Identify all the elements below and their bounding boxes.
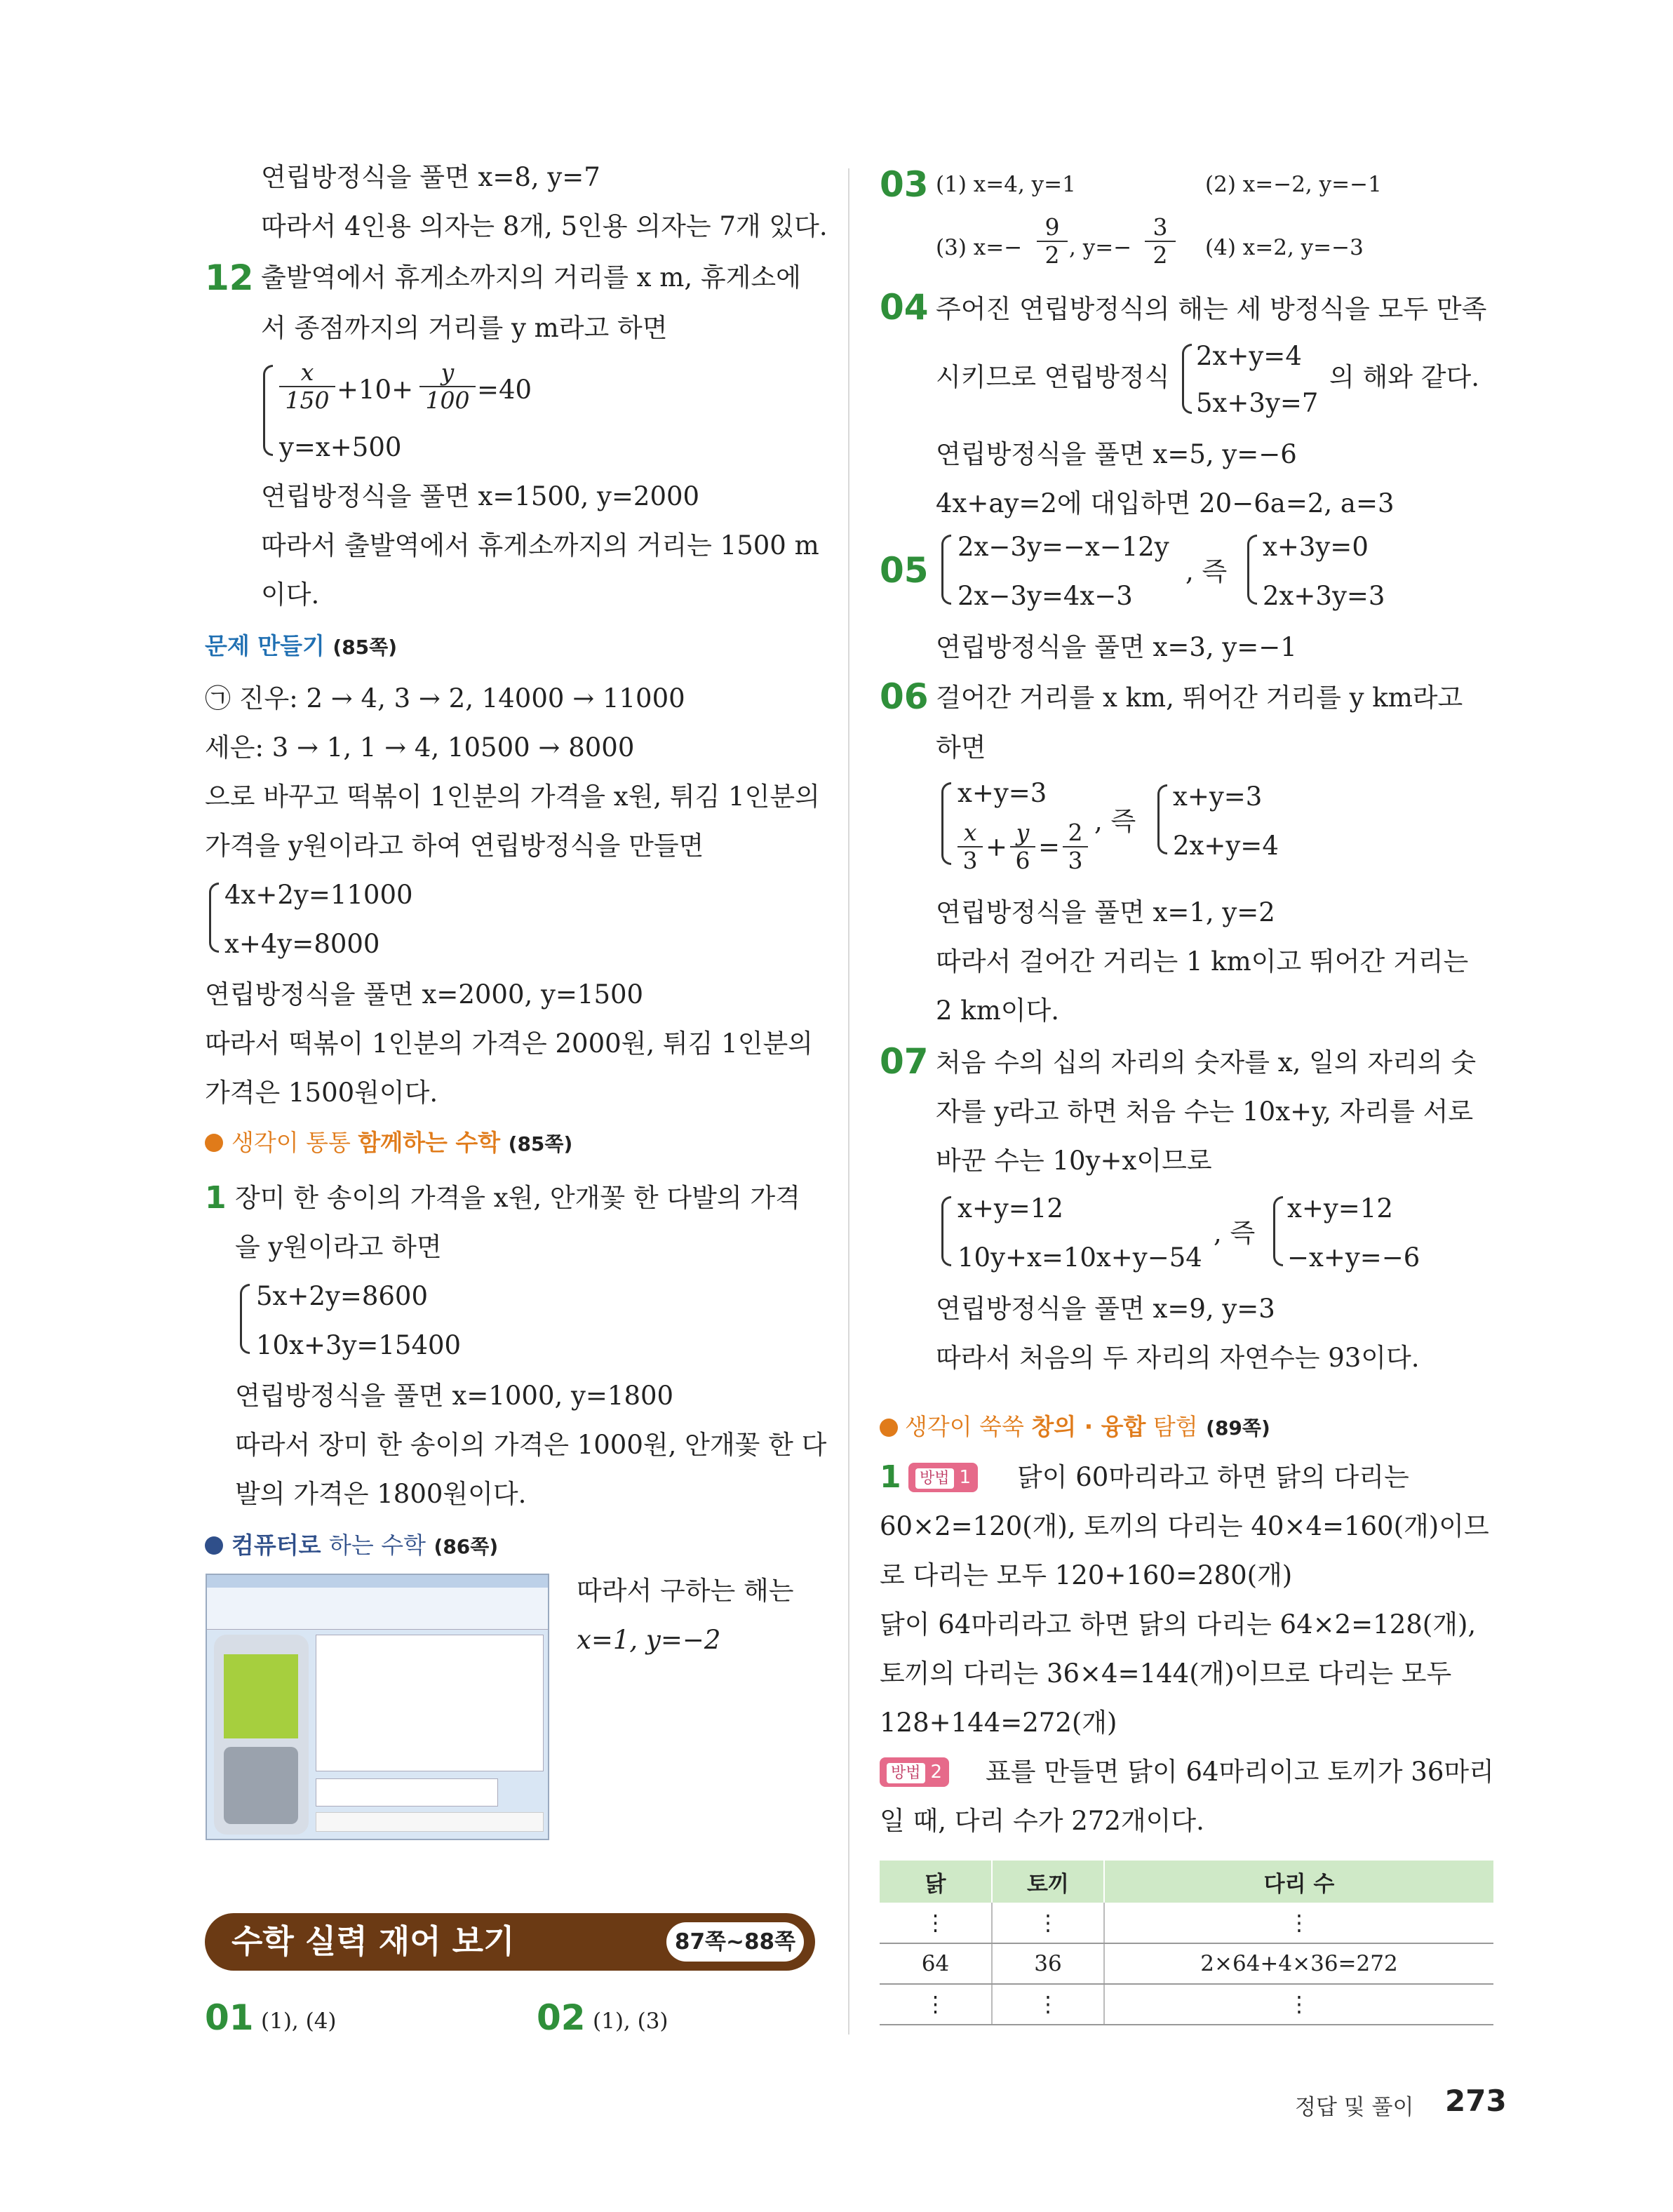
answer-text: (4) x=2, y=−3 [1205, 235, 1364, 260]
problem-number: 1 [205, 1180, 227, 1216]
equation-line: 10y+x=10x+y−54 [958, 1242, 1202, 1273]
table-cell: ⋮ [992, 1984, 1104, 2025]
equation-line: x+y=12 [958, 1193, 1063, 1224]
text-line: 이다. [261, 579, 320, 610]
problem-number: 06 [880, 676, 929, 717]
equation-line: 5x+3y=7 [1196, 388, 1319, 418]
equation-line: x+y=12 [1287, 1193, 1393, 1224]
fraction: $\frac{2}{3}$ [1063, 819, 1088, 874]
table-cell: 64 [880, 1943, 992, 1984]
problem-number: 03 [880, 164, 929, 205]
text-line: 따라서 4인용 의자는 8개, 5인용 의자는 7개 있다. [261, 211, 828, 241]
fraction: $\frac{x}{3}$ [958, 819, 983, 874]
footer-label: 정답 및 풀이 [1295, 2095, 1414, 2120]
text-line: 가격은 1500원이다. [205, 1078, 438, 1108]
text-line: 4x+ay=2에 대입하면 20−6a=2, a=3 [936, 488, 1395, 518]
equation-separator: , 즉 [1185, 556, 1228, 586]
bullet-icon [880, 1419, 898, 1437]
equation-line: 2x+3y=3 [1263, 581, 1385, 611]
text-line: 토끼의 다리는 36×4=144(개)이므로 다리는 모두 [880, 1658, 1452, 1689]
table-header: 다리 수 [1104, 1861, 1493, 1903]
text-line: 처음 수의 십의 자리의 숫자를 x, 일의 자리의 숫 [936, 1047, 1477, 1078]
problem-number: 02 [537, 1997, 586, 2038]
bullet-icon [205, 1536, 223, 1555]
table-header-row [880, 1861, 1493, 1903]
text-line: 따라서 걸어간 거리는 1 km이고 뛰어간 거리는 [936, 946, 1469, 977]
table-cell: ⋮ [880, 1903, 992, 1943]
brace [240, 1284, 250, 1354]
answer-table [880, 1861, 1493, 2025]
text-line: 따라서 구하는 해는 [577, 1576, 794, 1606]
brace [941, 1196, 951, 1266]
table-cell: 36 [992, 1943, 1104, 1984]
table-row [880, 1943, 1493, 1984]
table-row [880, 1903, 1493, 1943]
text-line: x=1, y=−2 [577, 1625, 721, 1655]
text-line: 표를 만들면 닭이 64마리이고 토끼가 36마리 [986, 1757, 1494, 1787]
text-line: 연립방정식을 풀면 x=9, y=3 [936, 1294, 1275, 1324]
section-title: 문제 만들기 (85쪽) [205, 632, 397, 659]
text-line: 닭이 60마리라고 하면 닭의 다리는 [1017, 1462, 1409, 1492]
problem-number: 01 [205, 1997, 254, 2038]
calculator-keypad [224, 1747, 298, 1824]
problem-number: 04 [880, 287, 929, 328]
problem-number: 07 [880, 1041, 929, 1082]
text-line: 발의 가격은 1800원이다. [235, 1479, 527, 1509]
fraction: $\frac{x}{150}$ [279, 359, 335, 414]
banner-title: 수학 실력 재어 보기 [231, 1922, 515, 1960]
brace [941, 535, 951, 605]
table-cell: ⋮ [992, 1903, 1104, 1943]
text-line: 출발역에서 휴게소까지의 거리를 x m, 휴게소에 [261, 262, 801, 293]
text-line: 서 종점까지의 거리를 y m라고 하면 [261, 313, 668, 343]
text-line: 으로 바꾸고 떡볶이 1인분의 가격을 x원, 튀김 1인분의 [205, 782, 820, 812]
page-number: 273 [1445, 2084, 1507, 2118]
text-line: 장미 한 송이의 가격을 x원, 안개꽃 한 다발의 가격 [235, 1183, 800, 1213]
equation-line: −x+y=−6 [1287, 1242, 1420, 1273]
equation-line: 4x+2y=11000 [224, 880, 413, 910]
fraction: $\frac{9}{2}$ [1037, 214, 1068, 269]
brace [1182, 344, 1192, 414]
software-screenshot-image [206, 1574, 549, 1840]
equation-line: 5x+2y=8600 [256, 1281, 429, 1311]
text-line: 하면 [936, 732, 986, 763]
text-line: 걸어간 거리를 x km, 뛰어간 거리를 y km라고 [936, 683, 1463, 713]
problem-number: 05 [880, 550, 929, 591]
answer-text: (1) x=4, y=1 [936, 172, 1076, 197]
text-line: 로 다리는 모두 120+160=280(개) [880, 1560, 1293, 1590]
column-divider [848, 168, 849, 2035]
table-cell: ⋮ [1104, 1903, 1493, 1943]
calculator-panel [214, 1635, 309, 1835]
table-cell: 2×64+4×36=272 [1104, 1943, 1493, 1984]
equation-part: +10+ [337, 375, 414, 405]
text-line: 연립방정식을 풀면 x=5, y=−6 [936, 439, 1297, 469]
method-tag: 방법 1 [908, 1463, 978, 1492]
problem-number: 1 [880, 1459, 901, 1495]
brace [263, 365, 273, 456]
text-line: 시키므로 연립방정식 [936, 362, 1170, 392]
equation-part: = [1038, 832, 1061, 862]
worksheet-area [316, 1635, 544, 1771]
answer-text: , y=− [1069, 235, 1132, 260]
text-line: 연립방정식을 풀면 x=1500, y=2000 [261, 481, 700, 511]
answer-text: (2) x=−2, y=−1 [1205, 172, 1382, 197]
window-titlebar [207, 1575, 548, 1588]
section-title: 생각이 쑥쑥 창의 · 융합 탐험 (89쪽) [905, 1413, 1270, 1440]
text-line: 바꾼 수는 10y+x이므로 [936, 1146, 1212, 1176]
equation-part: =40 [477, 375, 532, 405]
table-header: 토끼 [992, 1861, 1104, 1903]
answer-text: (1), (4) [261, 2009, 337, 2034]
equation-line: x+4y=8000 [224, 929, 380, 959]
banner-pages: 87쪽~88쪽 [666, 1922, 804, 1962]
equation-line: x+y=3 [1173, 782, 1263, 812]
brace [1273, 1196, 1283, 1266]
fraction: $\frac{3}{2}$ [1145, 214, 1176, 269]
equation-line: 2x+y=4 [1173, 831, 1279, 861]
ribbon [207, 1588, 548, 1630]
text-line: 가격을 y원이라고 하여 연립방정식을 만들면 [205, 831, 704, 861]
section-title: 생각이 통통 함께하는 수학 (85쪽) [231, 1129, 573, 1156]
brace [941, 782, 951, 865]
text-line: 따라서 출발역에서 휴게소까지의 거리는 1500 m [261, 530, 819, 561]
text-line: 연립방정식을 풀면 x=3, y=−1 [936, 632, 1297, 662]
brace [209, 883, 219, 953]
table-cell: ⋮ [880, 1984, 992, 2025]
equation-line: x+3y=0 [1263, 532, 1369, 562]
status-bar [316, 1812, 544, 1832]
text-line: 의 해와 같다. [1329, 362, 1479, 392]
equation-line: x+y=3 [958, 778, 1047, 808]
text-line: 128+144=272(개) [880, 1708, 1117, 1738]
text-line: 60×2=120(개), 토끼의 다리는 40×4=160(개)이므 [880, 1511, 1489, 1541]
brace [1157, 784, 1167, 854]
equation-line: y=x+500 [279, 432, 402, 462]
text-line: 따라서 처음의 두 자리의 자연수는 93이다. [936, 1343, 1420, 1373]
text-line: 주어진 연립방정식의 해는 세 방정식을 모두 만족 [936, 294, 1487, 324]
answer-text: (1), (3) [593, 2009, 668, 2034]
table-row [880, 1984, 1493, 2025]
section-title: 컴퓨터로 하는 수학 (86쪽) [231, 1531, 499, 1559]
text-line: 따라서 떡볶이 1인분의 가격은 2000원, 튀김 1인분의 [205, 1028, 813, 1059]
bullet-icon [205, 1134, 223, 1152]
table-header: 닭 [880, 1861, 992, 1903]
table-cell: ⋮ [1104, 1984, 1493, 2025]
text-line: ㉠ 진우: 2 → 4, 3 → 2, 14000 → 11000 [205, 683, 685, 713]
text-line: 연립방정식을 풀면 x=8, y=7 [261, 162, 600, 192]
text-line: 연립방정식을 풀면 x=1, y=2 [936, 897, 1275, 927]
text-line: 일 때, 다리 수가 272개이다. [880, 1806, 1204, 1836]
fraction: $\frac{y}{100}$ [419, 359, 476, 414]
problem-number: 12 [205, 257, 254, 298]
equation-line: 2x+y=4 [1196, 341, 1302, 371]
text-line: 을 y원이라고 하면 [235, 1232, 442, 1262]
answer-text: (3) x=− [936, 235, 1023, 260]
method-tag: 방법 2 [880, 1757, 949, 1787]
input-area [316, 1778, 498, 1807]
calculator-screen [224, 1654, 298, 1738]
text-line: 자를 y라고 하면 처음 수는 10x+y, 자리를 서로 [936, 1097, 1474, 1127]
fraction: $\frac{y}{6}$ [1010, 819, 1035, 874]
equation-separator: , 즉 [1214, 1218, 1256, 1248]
text-line: 따라서 장미 한 송이의 가격은 1000원, 안개꽃 한 다 [235, 1430, 827, 1460]
equation-line: 2x−3y=−x−12y [958, 532, 1169, 562]
text-line: 2 km이다. [936, 996, 1060, 1026]
equation-part: + [986, 832, 1008, 862]
text-line: 세은: 3 → 1, 1 → 4, 10500 → 8000 [205, 732, 635, 763]
brace [1247, 535, 1257, 605]
text-line: 닭이 64마리라고 하면 닭의 다리는 64×2=128(개), [880, 1609, 1477, 1640]
text-line: 연립방정식을 풀면 x=2000, y=1500 [205, 979, 644, 1010]
text-line: 연립방정식을 풀면 x=1000, y=1800 [235, 1381, 674, 1411]
equation-separator: , 즉 [1094, 806, 1136, 836]
equation-line: 10x+3y=15400 [256, 1330, 462, 1360]
equation-line: 2x−3y=4x−3 [958, 581, 1133, 611]
